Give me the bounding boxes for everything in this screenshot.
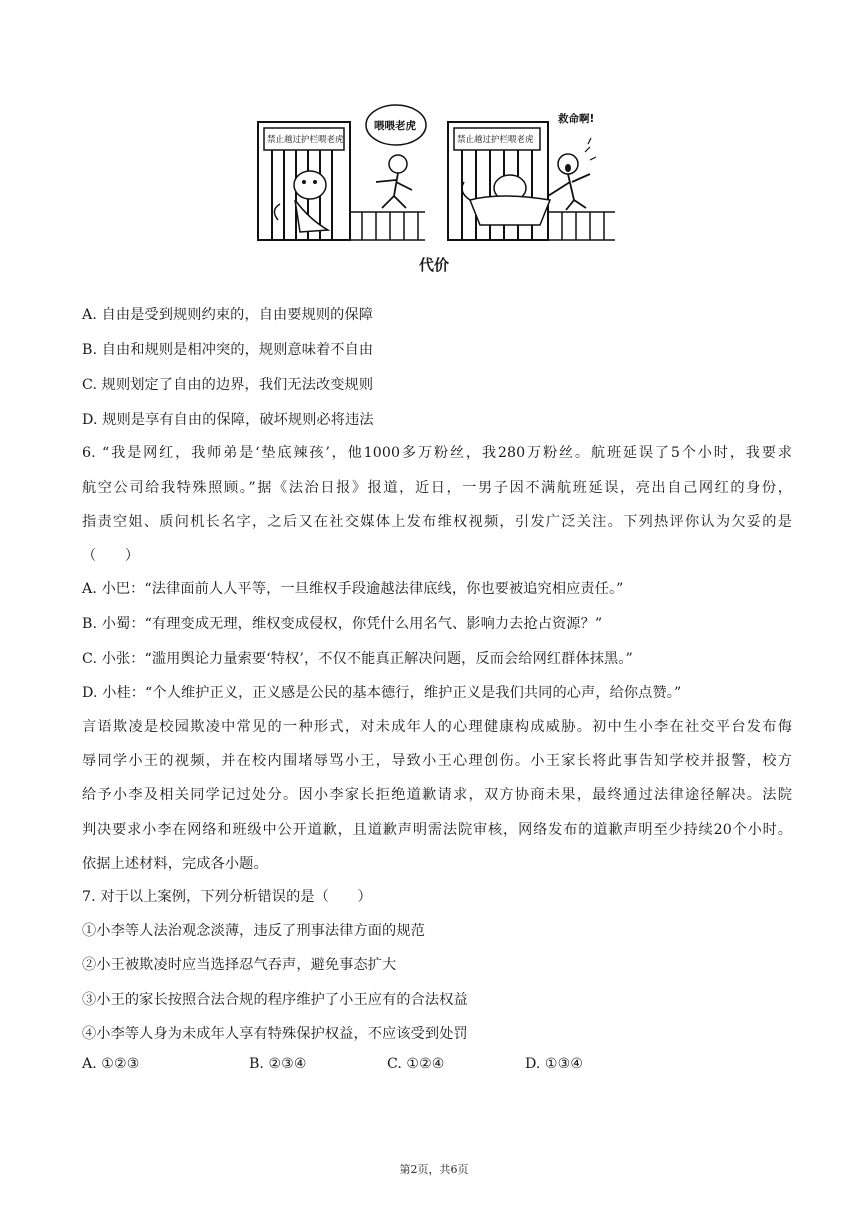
- material-line: 辱同学小王的视频，并在校内围堵辱骂小王，导致小王心理创伤。小王家长将此事告知学校并报警，校方: [82, 753, 792, 769]
- comic-bubble-text: 救命啊!: [558, 113, 595, 125]
- cage-tiger-attack-image: [440, 100, 620, 250]
- page-footer: 第2页，共6页: [399, 1163, 469, 1176]
- q6-option-a: A. 小巴：“法律面前人人平等，一旦维权手段逾越法律底线，你也要被追究相应责任。”: [82, 581, 624, 597]
- q7-item-4: ④小李等人身为未成年人享有特殊保护权益，不应该受到处罚: [82, 1026, 468, 1042]
- q7-option-a: A. ①②③: [82, 1056, 140, 1072]
- material-line: 言语欺凌是校园欺凌中常见的一种形式，对未成年人的心理健康构成威胁。初中生小李在社交平台发布侮: [82, 719, 792, 735]
- q6-option-d: D. 小桂：“个人维护正义，正义感是公民的基本德行，维护正义是我们共同的心声，给你点赞。”: [82, 685, 682, 701]
- q7-option-c: C. ①②④: [387, 1056, 445, 1072]
- q5-option-b: B. 自由和规则是相冲突的，规则意味着不自由: [82, 342, 374, 358]
- comic-bubble-text: 喂喂老虎: [374, 120, 416, 132]
- q6-stem-line: 6. “我是网红，我师弟是‘垫底辣孩’，他1000多万粉丝，我280万粉丝。航班延误了5个小时，我要求: [82, 445, 792, 461]
- q6-answer-blank: （ ）: [82, 548, 140, 564]
- comic-panel-left: [250, 100, 430, 250]
- material-line: 依据上述材料，完成各小题。: [82, 856, 268, 872]
- q6-stem-line: 航空公司给我特殊照顾。”据《法治日报》报道，近日，一男子因不满航班延误，亮出自己网红的身份，: [82, 480, 792, 496]
- q7-item-1: ①小李等人法治观念淡薄，违反了刑事法律方面的规范: [82, 923, 425, 939]
- cage-sign-text: 禁止越过护栏喂老虎: [457, 135, 534, 145]
- q7-item-2: ②小王被欺凌时应当选择忍气吞声，避免事态扩大: [82, 957, 397, 973]
- q7-stem: 7. 对于以上案例，下列分析错误的是（ ）: [82, 889, 372, 905]
- comic-caption: 代价: [418, 256, 449, 274]
- q7-option-d: D. ①③④: [525, 1056, 584, 1072]
- material-line: 判决要求小李在网络和班级中公开道歉，且道歉声明需法院审核，网络发布的道歉声明至少持续20个小时。: [82, 822, 792, 838]
- q5-option-a: A. 自由是受到规则约束的，自由要规则的保障: [82, 307, 374, 323]
- q6-stem-line: 指责空姐、质问机长名字，之后又在社交媒体上发布维权视频，引发广泛关注。下列热评你认为欠妥的是: [82, 514, 792, 530]
- q5-option-c: C. 规则划定了自由的边界，我们无法改变规则: [82, 377, 374, 393]
- q7-item-3: ③小王的家长按照合法合规的程序维护了小王应有的合法权益: [82, 992, 468, 1008]
- comic-panel-right: [440, 100, 620, 250]
- q5-option-d: D. 规则是享有自由的保障，破坏规则必将违法: [82, 412, 374, 428]
- comic-illustration: [250, 100, 620, 250]
- q6-option-b: B. 小蜀：“有理变成无理，维权变成侵权，你凭什么用名气、影响力去抢占资源？”: [82, 616, 603, 632]
- q7-option-b: B. ②③④: [249, 1056, 307, 1072]
- cage-sign-text: 禁止越过护栏喂老虎: [267, 135, 344, 145]
- cage-tiger-feeding-image: [250, 100, 430, 250]
- material-line: 给予小李及相关同学记过处分。因小李家长拒绝道歉请求，双方协商未果，最终通过法律途径解决。法院: [82, 787, 792, 803]
- q6-option-c: C. 小张：“滥用舆论力量索要‘特权’，不仅不能真正解决问题，反而会给网红群体抹黑。”: [82, 651, 633, 667]
